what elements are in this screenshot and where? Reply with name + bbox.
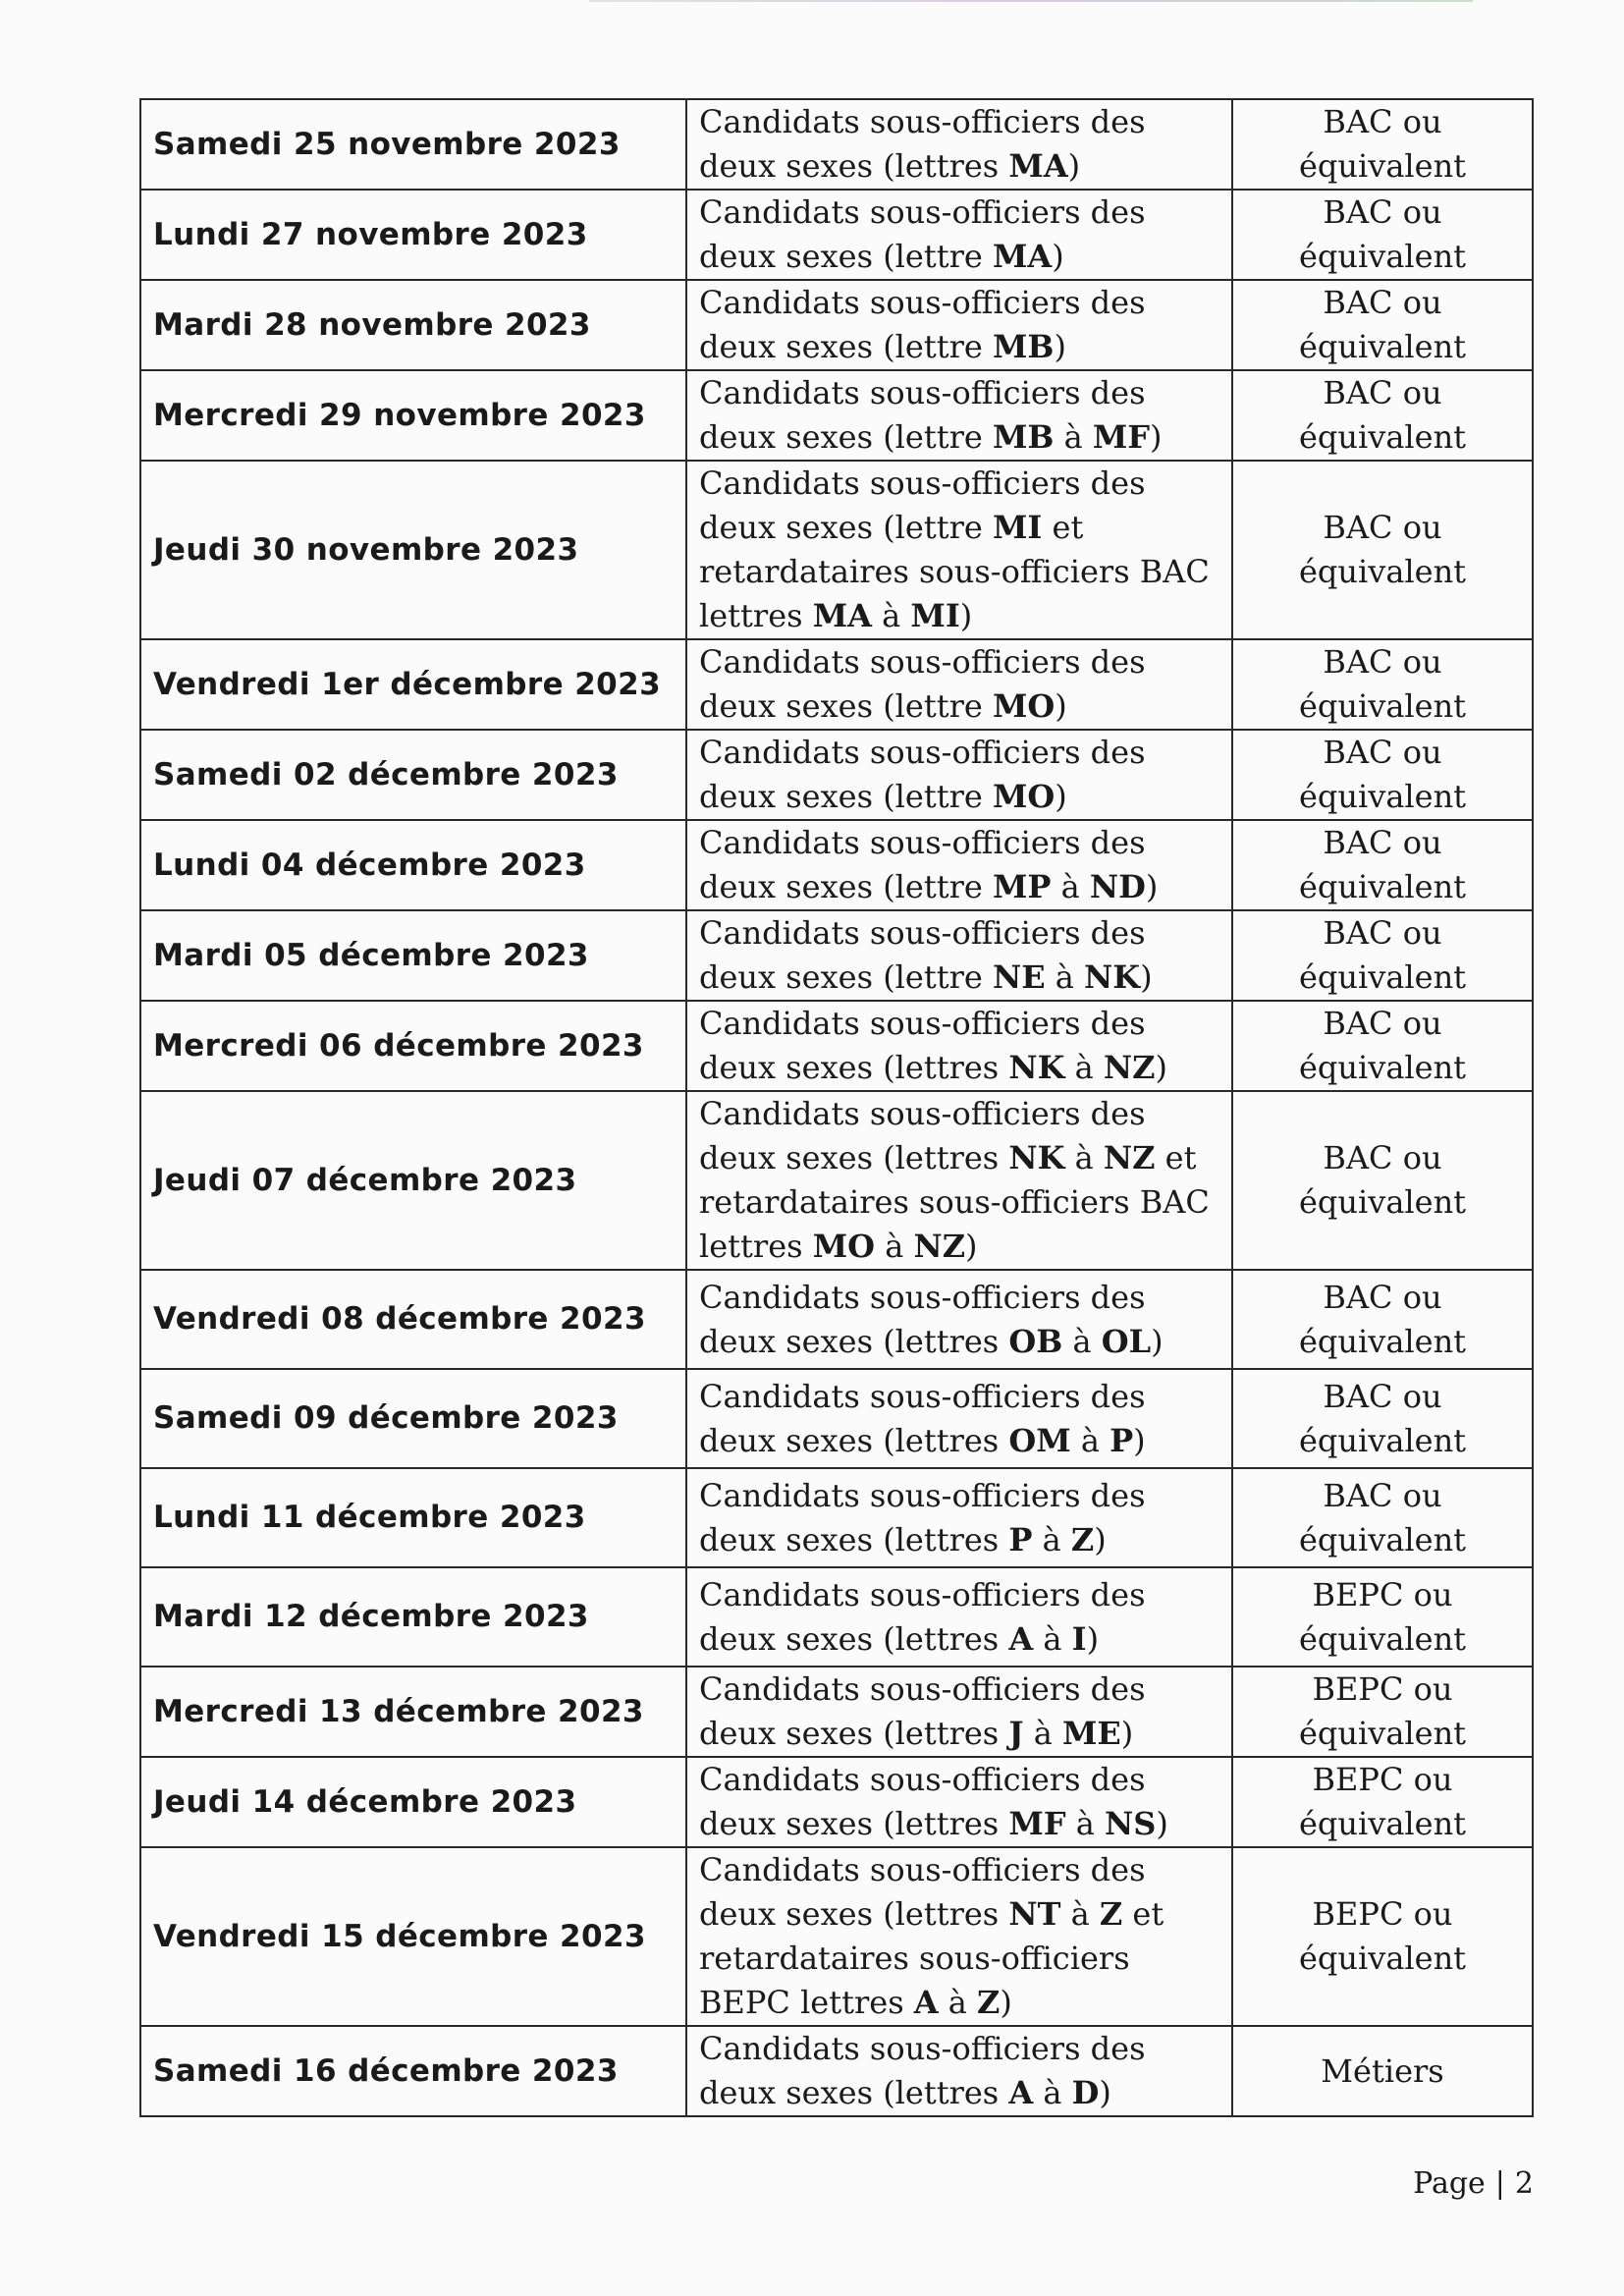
description-text: ) — [1145, 868, 1159, 905]
level-cell: BAC ou équivalent — [1232, 370, 1533, 461]
date-cell: Lundi 11 décembre 2023 — [140, 1468, 686, 1567]
letter-code: MA — [1008, 147, 1068, 185]
description-cell — [686, 99, 1232, 190]
description-text: Candidats sous-officiers des deux sexes (lettre — [699, 374, 1146, 456]
description-text: Candidats sous-officiers des deux sexes (lettre — [699, 465, 1146, 546]
table-row — [140, 1091, 1533, 1270]
description-cell — [686, 1270, 1232, 1369]
date-cell: Mercredi 13 décembre 2023 — [140, 1667, 686, 1757]
date-cell: Jeudi 30 novembre 2023 — [140, 461, 686, 639]
description-cell — [686, 639, 1232, 730]
table-row — [140, 1270, 1533, 1369]
description-cell — [686, 1567, 1232, 1667]
letter-code: MA — [812, 597, 872, 634]
description-text: Candidats sous-officiers des deux sexes (lettre — [699, 824, 1146, 905]
date-cell: Mercredi 29 novembre 2023 — [140, 370, 686, 461]
date-cell: Jeudi 14 décembre 2023 — [140, 1757, 686, 1847]
letter-code: OB — [1008, 1322, 1063, 1360]
date-cell: Samedi 02 décembre 2023 — [140, 730, 686, 820]
letter-code: MO — [992, 778, 1056, 815]
description-text: Candidats sous-officiers des deux sexes (lettres — [699, 103, 1146, 185]
description-text: à — [1051, 868, 1090, 905]
description-text: ) — [1055, 778, 1067, 815]
letter-code: MI — [910, 597, 960, 634]
level-cell: BAC ou équivalent — [1232, 461, 1533, 639]
description-cell — [686, 820, 1232, 910]
letter-code: MB — [992, 418, 1055, 456]
description-text: à — [1023, 1715, 1062, 1752]
schedule-table — [139, 98, 1534, 2117]
page-footer — [1413, 2166, 1534, 2201]
description-cell — [686, 2026, 1232, 2116]
page-label: Page — [1413, 2166, 1486, 2201]
level-cell: BEPC ou équivalent — [1232, 1667, 1533, 1757]
level-cell: BAC ou équivalent — [1232, 1468, 1533, 1567]
letter-code: I — [1071, 1619, 1087, 1658]
description-cell — [686, 910, 1232, 1001]
scan-edge-line — [589, 0, 1473, 2]
description-text: Candidats sous-officiers des deux sexes (lettre — [699, 193, 1146, 275]
description-text: Candidats sous-officiers des deux sexes (lettres — [699, 1278, 1146, 1360]
description-cell — [686, 1091, 1232, 1270]
table-row — [140, 1468, 1533, 1567]
description-text: à — [871, 597, 911, 634]
description-text: à — [1064, 1049, 1104, 1086]
letter-code: MA — [992, 238, 1053, 275]
letter-code: A — [913, 1984, 939, 2021]
description-cell — [686, 1369, 1232, 1468]
table-row — [140, 1567, 1533, 1667]
page-number: 2 — [1514, 2166, 1534, 2201]
table-row — [140, 1667, 1533, 1757]
table-row — [140, 2026, 1533, 2116]
description-text: et retardataires sous-officiers BAC lettres — [699, 509, 1210, 634]
description-cell — [686, 730, 1232, 820]
description-cell — [686, 370, 1232, 461]
letter-code: Z — [977, 1984, 1001, 2021]
date-cell: Mercredi 06 décembre 2023 — [140, 1001, 686, 1091]
level-cell: BAC ou équivalent — [1232, 820, 1533, 910]
table-row — [140, 1001, 1533, 1091]
table-row — [140, 370, 1533, 461]
letter-code: A — [1008, 1619, 1034, 1658]
description-text: Candidats sous-officiers des deux sexes (lettre — [699, 284, 1146, 365]
description-text: ) — [1151, 1322, 1164, 1360]
level-cell: BAC ou équivalent — [1232, 1001, 1533, 1091]
description-text: à — [1032, 1520, 1071, 1558]
table-row — [140, 190, 1533, 280]
letter-code: P — [1008, 1520, 1033, 1558]
letter-code: NK — [1008, 1139, 1065, 1176]
date-cell: Mardi 05 décembre 2023 — [140, 910, 686, 1001]
letter-code: J — [1008, 1715, 1024, 1752]
letter-code: Z — [1070, 1520, 1095, 1558]
level-cell: BAC ou équivalent — [1232, 730, 1533, 820]
description-text: ) — [1067, 147, 1081, 185]
letter-code: NZ — [913, 1228, 966, 1265]
description-text: ) — [1054, 328, 1066, 365]
letter-code: MO — [812, 1228, 876, 1265]
letter-code: NK — [1008, 1049, 1065, 1086]
description-text: ) — [1094, 1520, 1107, 1558]
description-text: Candidats sous-officiers des deux sexes (lettre — [699, 643, 1146, 725]
table-row — [140, 280, 1533, 370]
letter-code: OL — [1101, 1322, 1152, 1360]
level-cell: BEPC ou équivalent — [1232, 1847, 1533, 2026]
description-cell — [686, 1757, 1232, 1847]
description-text: ) — [1150, 418, 1163, 456]
level-cell: BAC ou équivalent — [1232, 1270, 1533, 1369]
description-text: à — [1060, 1895, 1100, 1933]
table-row — [140, 1757, 1533, 1847]
description-cell — [686, 1468, 1232, 1567]
letter-code: MF — [1092, 418, 1150, 456]
date-cell: Samedi 25 novembre 2023 — [140, 99, 686, 190]
page-separator: | — [1494, 2166, 1505, 2201]
description-text: Candidats sous-officiers des deux sexes (lettres — [699, 1851, 1146, 1933]
description-text: et retardataires sous-officiers BEPC lettres — [699, 1895, 1164, 2021]
letter-code: ND — [1089, 868, 1146, 905]
letter-code: MI — [992, 509, 1043, 546]
description-text: Candidats sous-officiers des deux sexes (lettres — [699, 1095, 1146, 1176]
table-row — [140, 1847, 1533, 2026]
letter-code: A — [1008, 2074, 1034, 2111]
date-cell: Samedi 16 décembre 2023 — [140, 2026, 686, 2116]
description-text: Candidats sous-officiers des deux sexes (lettres — [699, 1761, 1146, 1842]
date-cell: Lundi 04 décembre 2023 — [140, 820, 686, 910]
date-cell: Jeudi 07 décembre 2023 — [140, 1091, 686, 1270]
table-row — [140, 1369, 1533, 1468]
table-row — [140, 730, 1533, 820]
description-text: Candidats sous-officiers des deux sexes (lettre — [699, 734, 1146, 815]
letter-code: MF — [1008, 1805, 1066, 1842]
description-text: à — [1033, 1619, 1072, 1658]
description-text: ) — [965, 1228, 978, 1265]
description-text: ) — [959, 597, 973, 634]
description-text: à — [1045, 958, 1085, 996]
letter-code: MB — [992, 328, 1055, 365]
date-cell: Samedi 09 décembre 2023 — [140, 1369, 686, 1468]
description-text: à — [1064, 1139, 1104, 1176]
level-cell: BAC ou équivalent — [1232, 1369, 1533, 1468]
description-text: Candidats sous-officiers des deux sexes (lettre — [699, 914, 1146, 996]
level-cell: BAC ou équivalent — [1232, 280, 1533, 370]
letter-code: D — [1071, 2074, 1100, 2111]
date-cell: Mardi 28 novembre 2023 — [140, 280, 686, 370]
description-text: à — [1070, 1421, 1110, 1459]
description-text: ) — [1155, 1049, 1167, 1086]
letter-code: MP — [992, 868, 1052, 905]
letter-code: NZ — [1103, 1139, 1156, 1176]
description-text: ) — [1099, 2074, 1111, 2111]
description-cell — [686, 1001, 1232, 1091]
letter-code: NS — [1104, 1805, 1157, 1842]
description-text: ) — [1086, 1619, 1100, 1658]
description-text: Candidats sous-officiers des deux sexes (lettres — [699, 1670, 1146, 1752]
letter-code: NE — [992, 958, 1046, 996]
table-row — [140, 910, 1533, 1001]
description-text: et retardataires sous-officiers BAC lettres — [699, 1139, 1210, 1265]
level-cell: BEPC ou équivalent — [1232, 1757, 1533, 1847]
description-cell — [686, 461, 1232, 639]
letter-code: NK — [1084, 958, 1141, 996]
description-text: à — [1033, 2074, 1072, 2111]
description-text: ) — [1156, 1805, 1168, 1842]
description-text: Candidats sous-officiers des deux sexes (lettres — [699, 2030, 1146, 2111]
letter-code: ME — [1061, 1715, 1121, 1752]
description-text: Candidats sous-officiers des deux sexes (lettres — [699, 1476, 1146, 1558]
description-text: à — [1065, 1805, 1105, 1842]
letter-code: Z — [1099, 1895, 1123, 1933]
level-cell: BAC ou équivalent — [1232, 99, 1533, 190]
description-text: ) — [1052, 238, 1064, 275]
letter-code: NT — [1008, 1895, 1061, 1933]
description-text: à — [938, 1984, 978, 2021]
table-row — [140, 461, 1533, 639]
level-cell: BAC ou équivalent — [1232, 910, 1533, 1001]
letter-code: NZ — [1103, 1049, 1156, 1086]
table-row — [140, 639, 1533, 730]
description-cell — [686, 1847, 1232, 2026]
description-text: Candidats sous-officiers des deux sexes (lettres — [699, 1005, 1146, 1086]
date-cell: Vendredi 08 décembre 2023 — [140, 1270, 686, 1369]
schedule-table-body — [140, 99, 1533, 2116]
description-text: à — [1062, 1322, 1102, 1360]
level-cell: BAC ou équivalent — [1232, 639, 1533, 730]
table-row — [140, 99, 1533, 190]
description-text: à — [875, 1228, 914, 1265]
letter-code: OM — [1008, 1421, 1071, 1459]
description-text: Candidats sous-officiers des deux sexes (lettres — [699, 1575, 1146, 1658]
level-cell: BEPC ou équivalent — [1232, 1567, 1533, 1667]
description-cell — [686, 1667, 1232, 1757]
date-cell: Vendredi 15 décembre 2023 — [140, 1847, 686, 2026]
date-cell: Mardi 12 décembre 2023 — [140, 1567, 686, 1667]
description-text: Candidats sous-officiers des deux sexes (lettres — [699, 1377, 1146, 1459]
description-text: ) — [1120, 1715, 1134, 1752]
description-text: à — [1054, 418, 1093, 456]
date-cell: Lundi 27 novembre 2023 — [140, 190, 686, 280]
level-cell: BAC ou équivalent — [1232, 190, 1533, 280]
letter-code: P — [1110, 1421, 1134, 1459]
description-text: ) — [1055, 687, 1067, 725]
date-cell: Vendredi 1er décembre 2023 — [140, 639, 686, 730]
description-text: ) — [1133, 1421, 1146, 1459]
description-cell — [686, 190, 1232, 280]
description-cell — [686, 280, 1232, 370]
table-row — [140, 820, 1533, 910]
letter-code: MO — [992, 687, 1056, 725]
level-cell: BAC ou équivalent — [1232, 1091, 1533, 1270]
description-text: ) — [1000, 1984, 1012, 2021]
level-cell: Métiers — [1232, 2026, 1533, 2116]
description-text: ) — [1140, 958, 1153, 996]
